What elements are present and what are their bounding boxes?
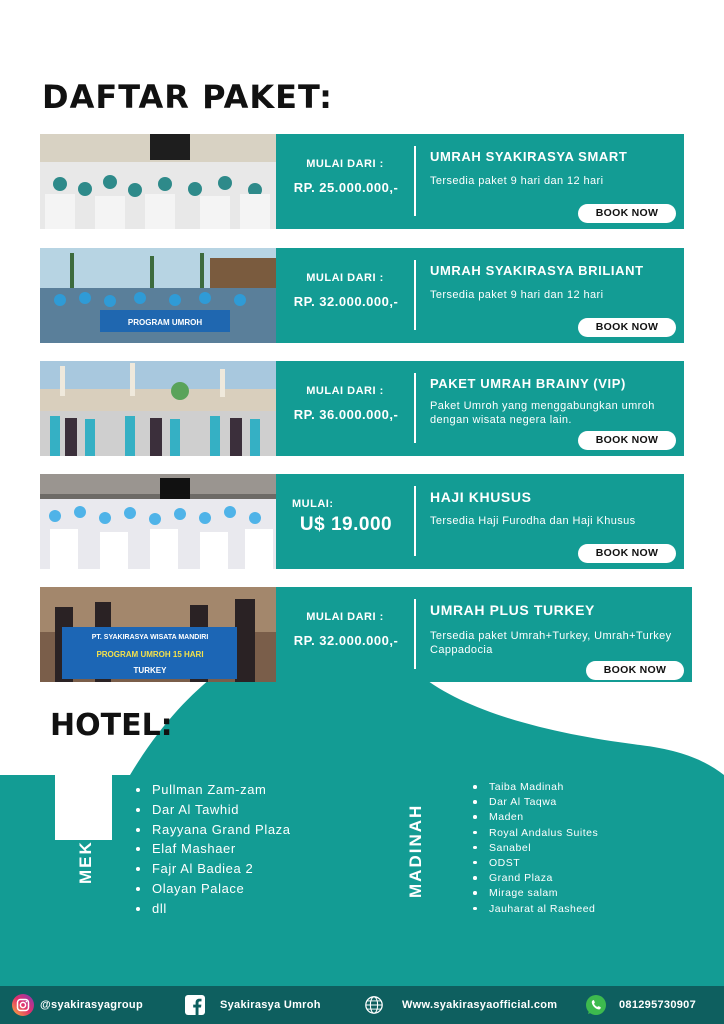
list-item: Rayyana Grand Plaza xyxy=(136,822,291,842)
facebook-contact[interactable] xyxy=(184,986,321,1024)
book-now-button[interactable]: BOOK NOW xyxy=(578,318,676,337)
globe-icon xyxy=(364,995,384,1015)
price-label: MULAI: xyxy=(292,498,334,510)
list-item: dll xyxy=(136,901,291,921)
package-description: Tersedia paket Umrah+Turkey, Umrah+Turkey Cappadocia xyxy=(430,630,672,656)
package-photo xyxy=(40,587,276,682)
hotel-section-title: HOTEL: xyxy=(50,708,173,743)
price-value: RP. 32.000.000,- xyxy=(293,633,399,648)
divider xyxy=(414,599,416,669)
facebook-name: Syakirasya Umroh xyxy=(220,999,321,1011)
city-label-mekkah: MEKKAH xyxy=(76,797,95,884)
package-photo xyxy=(40,134,276,229)
photo-banner-program: PROGRAM UMROH 15 HARI xyxy=(96,650,204,659)
list-item: Pullman Zam-zam xyxy=(136,782,291,802)
list-item: Mirage salam xyxy=(473,887,598,902)
package-name: PAKET UMRAH BRAINY (VIP) xyxy=(430,376,626,391)
list-item: Olayan Palace xyxy=(136,881,291,901)
list-item: Elaf Mashaer xyxy=(136,841,291,861)
list-item: Dar Al Tawhid xyxy=(136,802,291,822)
package-photo xyxy=(40,248,276,343)
price-value: RP. 36.000.000,- xyxy=(293,407,399,422)
package-name: HAJI KHUSUS xyxy=(430,489,532,505)
list-item: ODST xyxy=(473,857,598,872)
list-item: Grand Plaza xyxy=(473,872,598,887)
package-panel xyxy=(276,587,692,682)
package-card-briliant xyxy=(40,248,684,343)
page-title: DAFTAR PAKET: xyxy=(42,78,333,116)
package-photo xyxy=(40,474,276,569)
price-label: MULAI DARI : xyxy=(306,272,384,284)
package-panel xyxy=(276,134,684,229)
package-panel xyxy=(276,474,684,569)
package-description: Tersedia paket 9 hari dan 12 hari xyxy=(430,289,604,301)
price-value: RP. 32.000.000,- xyxy=(293,294,399,309)
price-value: RP. 25.000.000,- xyxy=(293,180,399,195)
price-label: MULAI DARI : xyxy=(306,611,384,623)
list-item: Dar Al Taqwa xyxy=(473,796,598,811)
package-description: Tersedia paket 9 hari dan 12 hari xyxy=(430,175,604,187)
list-item: Sanabel xyxy=(473,842,598,857)
instagram-contact[interactable] xyxy=(12,986,143,1024)
whatsapp-contact[interactable] xyxy=(585,986,696,1024)
whatsapp-number: 081295730907 xyxy=(619,999,697,1011)
contact-footer xyxy=(0,986,724,1024)
list-item: Royal Andalus Suites xyxy=(473,827,598,842)
package-card-smart xyxy=(40,134,684,229)
book-now-button[interactable]: BOOK NOW xyxy=(578,544,676,563)
package-name: UMRAH SYAKIRASYA BRILIANT xyxy=(430,263,644,278)
package-name: UMRAH SYAKIRASYA SMART xyxy=(430,149,628,164)
package-description: Tersedia Haji Furodha dan Haji Khusus xyxy=(430,515,636,527)
website-url: Www.syakirasyaofficial.com xyxy=(402,999,558,1011)
price-value: U$ 19.000 xyxy=(299,514,393,535)
package-card-umrah-plus-turkey xyxy=(40,587,692,682)
package-name: UMRAH PLUS TURKEY xyxy=(430,602,595,618)
package-photo xyxy=(40,361,276,456)
list-item: Fajr Al Badiea 2 xyxy=(136,861,291,881)
package-panel xyxy=(276,361,684,456)
whatsapp-icon xyxy=(585,994,607,1016)
hotel-list-madinah xyxy=(473,781,598,918)
photo-banner-company: PT. SYAKIRASYA WISATA MANDIRI xyxy=(91,634,209,641)
divider xyxy=(414,146,416,216)
divider xyxy=(414,486,416,556)
hotel-list-mekkah xyxy=(136,782,291,921)
book-now-button[interactable]: BOOK NOW xyxy=(586,661,684,680)
instagram-icon xyxy=(12,994,34,1016)
list-item: Maden xyxy=(473,811,598,826)
facebook-icon xyxy=(184,994,206,1016)
list-item: Jauharat al Rasheed xyxy=(473,903,598,918)
package-panel xyxy=(276,248,684,343)
book-now-button[interactable]: BOOK NOW xyxy=(578,431,676,450)
photo-banner-text: PROGRAM UMROH xyxy=(127,318,203,327)
city-label-madinah: MADINAH xyxy=(406,803,425,898)
list-item: Taiba Madinah xyxy=(473,781,598,796)
photo-banner-destination: TURKEY xyxy=(133,666,167,675)
package-description: Paket Umroh yang menggabungkan umroh dengan wisata negera lain. xyxy=(430,400,655,426)
book-now-button[interactable]: BOOK NOW xyxy=(578,204,676,223)
divider xyxy=(414,373,416,443)
package-card-brainy-vip xyxy=(40,361,684,456)
price-label: MULAI DARI : xyxy=(306,158,384,170)
instagram-handle: @syakirasyagroup xyxy=(40,999,143,1011)
website-contact[interactable] xyxy=(364,986,557,1024)
price-label: MULAI DARI : xyxy=(306,385,384,397)
divider xyxy=(414,260,416,330)
package-card-haji-khusus xyxy=(40,474,684,569)
